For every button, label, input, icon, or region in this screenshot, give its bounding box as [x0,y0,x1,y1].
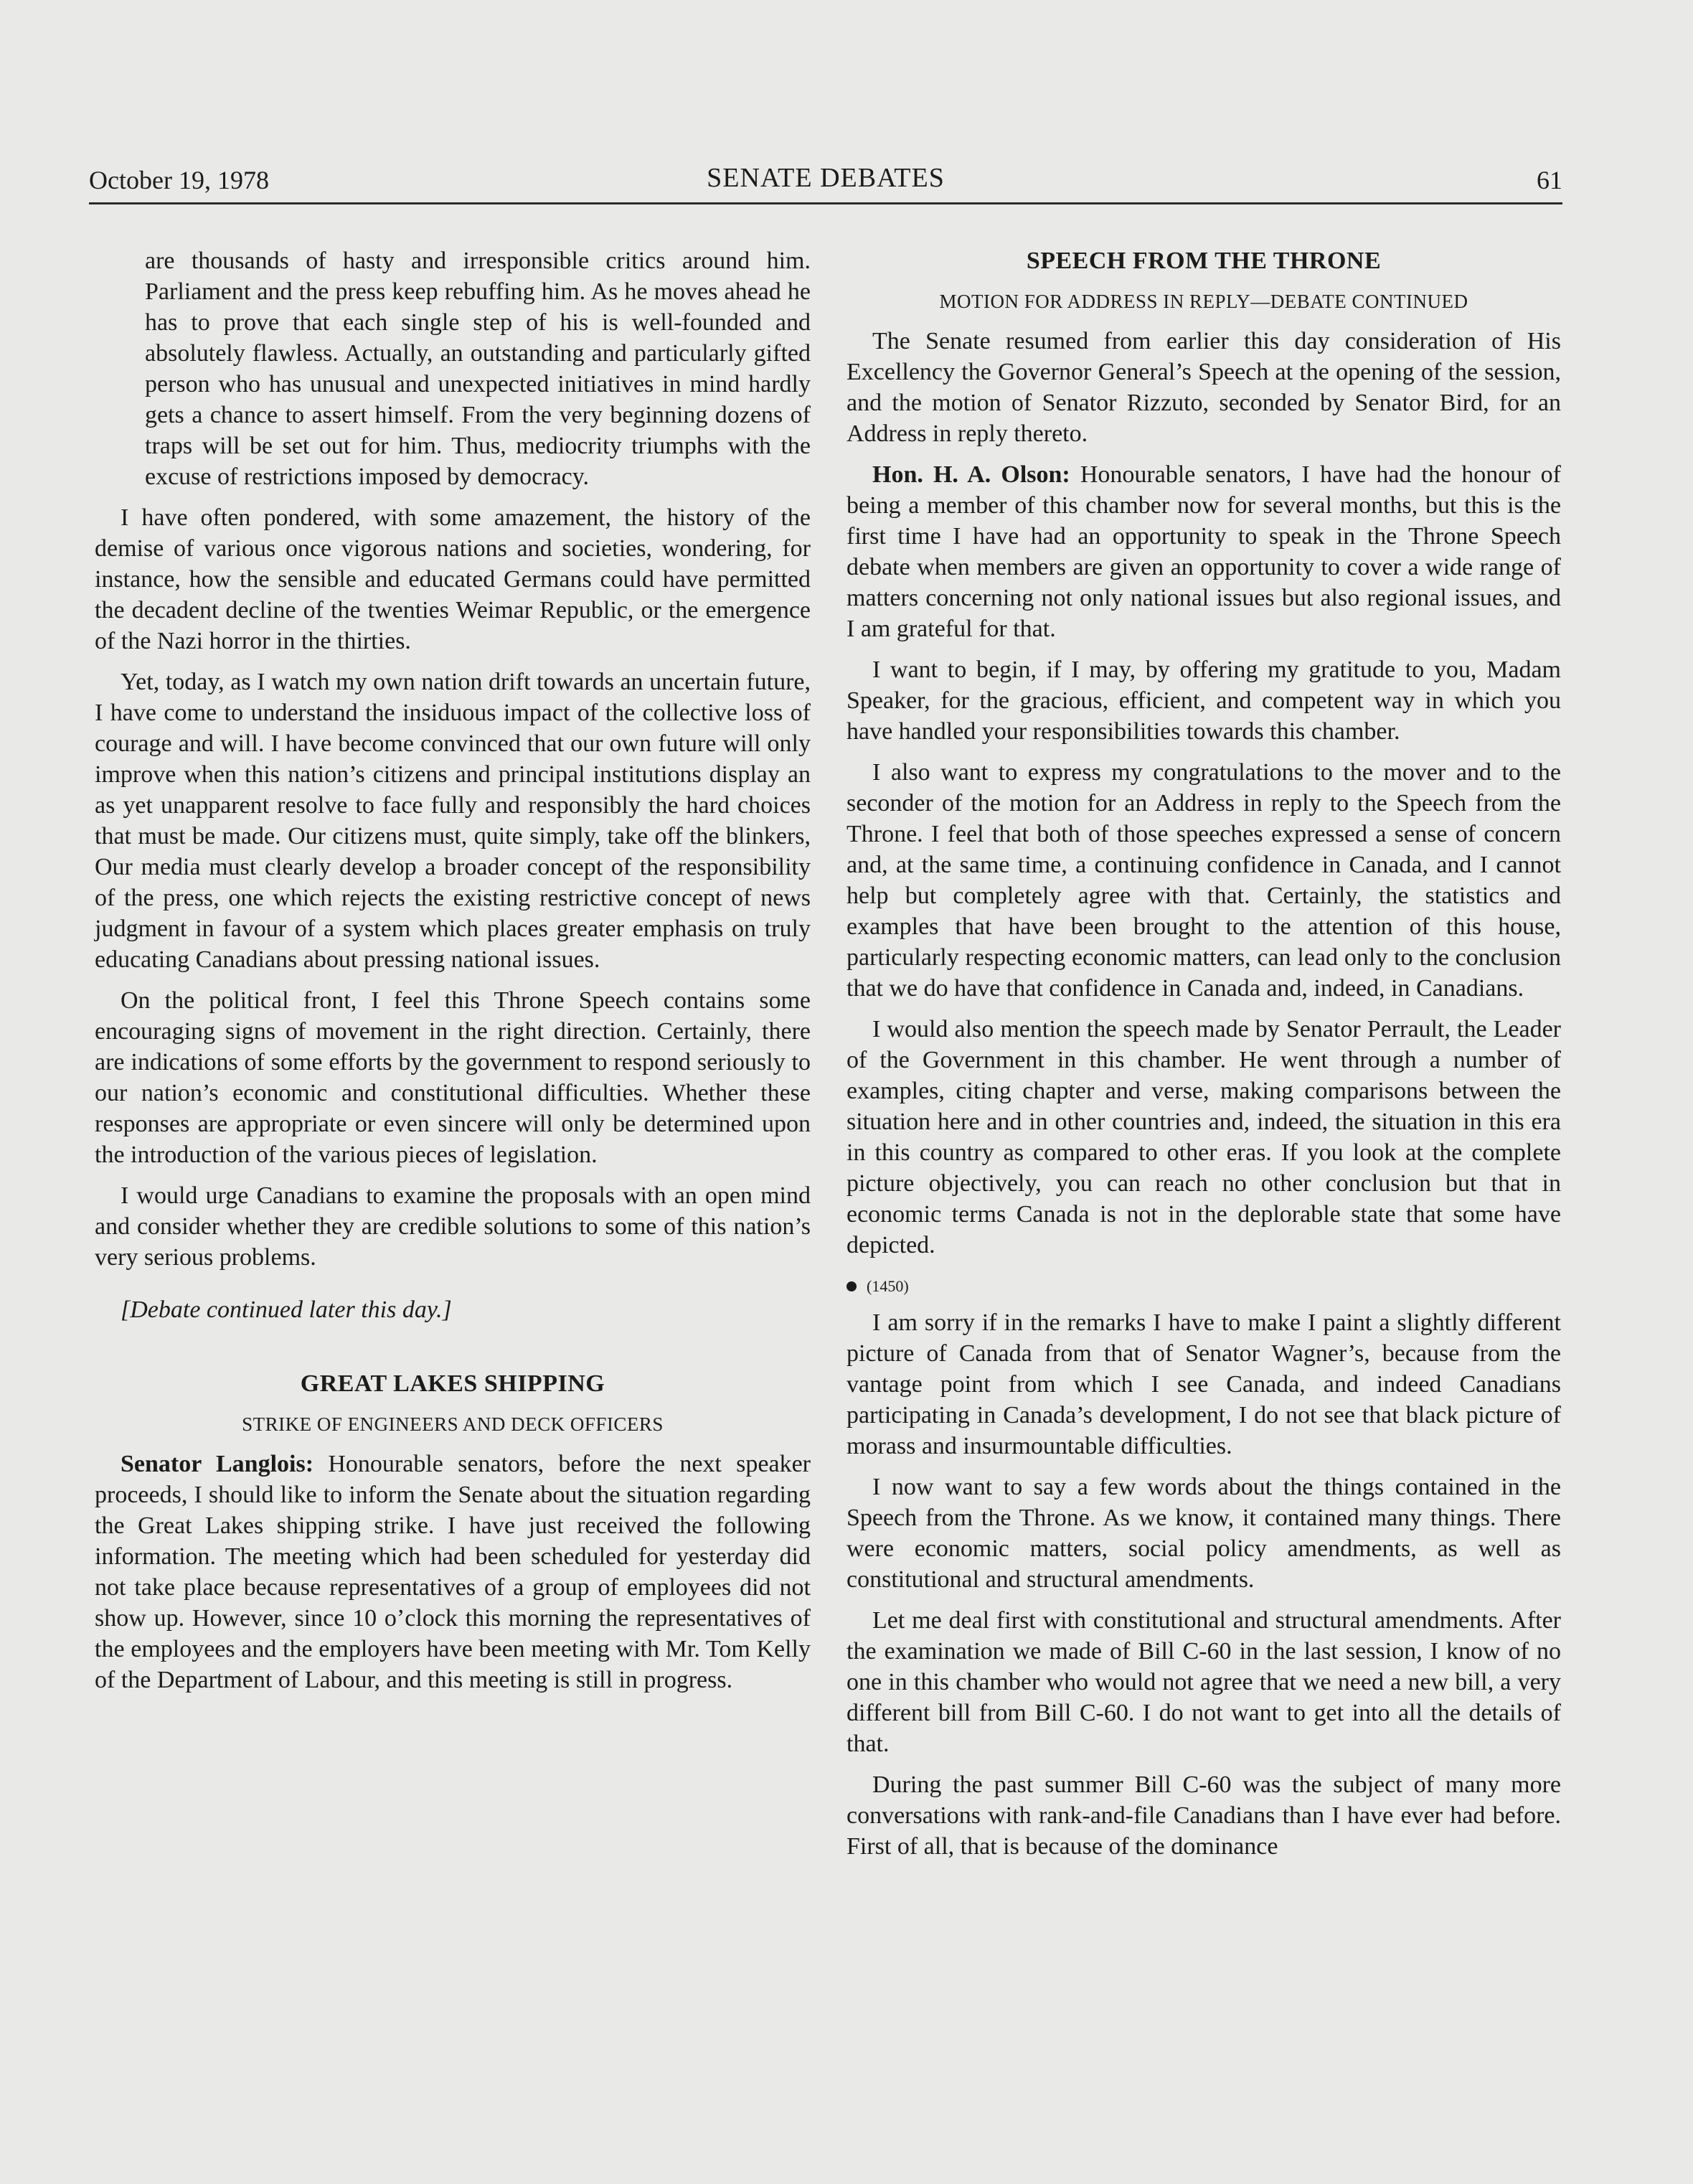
paragraph: Yet, today, as I watch my own nation drift towards an uncertain future, I have come to understand the insiduous impact of the collective loss of courage and will. I have become convinced that our own future will only improve when this nation’s citizens and principal institutions display an as yet unapparent resolve to face fully and responsibly the hard choices that must be made. Our citizens must, quite simply, take off the blinkers, Our media must clearly develop a broader concept of the responsibility of the press, one which rejects the existing restrictive concept of news judgment in favour of a system which places greater emphasis on truly educating Canadians about pressing national issues. [95,669,811,973]
page-header [89,162,1562,204]
paragraph: I have often pondered, with some amazement, the history of the demise of various once vigorous nations and societies, wondering, for instance, how the sensible and educated Germans could have permitted the decadent decline of the twenties Weimar Republic, or the emergence of the Nazi horror in the thirties. [95,504,811,654]
quoted-passage: are thousands of hasty and irresponsible critics around him. Parliament and the press keep rebuffing him. As he moves ahead he has to prove that each single step of his is well-founded and absolutely flawless. Actually, an outstanding and particularly gifted person who has unusual and unexpected initiatives in mind hardly gets a chance to assert himself. From the very beginning dozens of traps will be set out for him. Thus, mediocrity triumphs with the excuse of restrictions imposed by democracy. [145,248,811,490]
paragraph: I would also mention the speech made by Senator Perrault, the Leader of the Government in this chamber. He went through a number of examples, citing chapter and verse, making comparisons between the situation here and in other countries and, indeed, the situation in this era in this country as compared to other eras. If you look at the complete picture objectively, you can reach no other conclusion but that in economic terms Canada is not in the deplorable state that some have depicted. [846,1016,1561,1258]
page-number: 61 [1537,166,1562,194]
section-title: GREAT LAKES SHIPPING [300,1370,605,1397]
speaker-name: Senator Langlois: [121,1451,314,1477]
header-date: October 19, 1978 [89,166,269,194]
bullet-icon [846,1281,857,1291]
paragraph: I am sorry if in the remarks I have to make I paint a slightly different picture of Canada from that of Senator Wagner’s, because from the vantage point from which I see Canada, and indeed Canadians participating in Canada’s development, I do not see that black picture of morass and insurmountable difficulties. [846,1309,1561,1459]
speech-text: Honourable senators, before the next speaker proceeds, I should like to inform the Senate about the situation regarding the Great Lakes shipping strike. I have just received the following information. The meeting which had been scheduled for yesterday did not take place because representatives of a group of employees did not show up. However, since 10 o’clock this morning the representatives of the employees and the employers have been meeting with Mr. Tom Kelly of the Department of Labour, and this meeting is still in progress. [95,1451,811,1693]
paragraph: I now want to say a few words about the things contained in the Speech from the Throne. As we know, it contained many things. There were economic matters, social policy amendments, as well as constitutional and structural amendments. [846,1474,1561,1593]
time-marker: (1450) [846,1271,1561,1302]
speech-paragraph [95,1449,811,1695]
left-column [95,245,811,1705]
section-title: SPEECH FROM THE THRONE [1026,248,1382,274]
speech-text: Honourable senators, I have had the honour of being a member of this chamber now for several months, but this is the first time I have had an opportunity to speak in the Throne Speech debate when members are given an opportunity to cover a wide range of matters concerning not only national issues but also regional issues, and I am grateful for that. [846,461,1561,642]
section-subtitle: MOTION FOR ADDRESS IN REPLY—DEBATE CONTINUED [939,291,1468,312]
paragraph: During the past summer Bill C-60 was the subject of many more conversations with rank-and-file Canadians than I have ever had before. First of all, that is because of the dominance [846,1771,1561,1860]
speaker-name: Hon. H. A. Olson: [872,461,1070,488]
right-column [846,245,1561,1872]
header-title: SENATE DEBATES [707,163,945,193]
debate-note: [Debate continued later this day.] [121,1296,452,1323]
paragraph: I also want to express my congratulations to the mover and to the seconder of the motion for an Address in reply to the Speech from the Throne. I feel that both of those speeches expressed a sense of concern and, at the same time, a continuing confidence in Canada, and I cannot help but completely agree with that. Certainly, the statistics and examples that have been brought to the attention of this house, particularly respecting economic matters, can lead only to the conclusion that we do have that confidence in Canada and, indeed, in Canadians. [846,759,1561,1002]
paragraph: I would urge Canadians to examine the proposals with an open mind and consider whether they are credible solutions to some of this nation’s very serious problems. [95,1182,811,1271]
paragraph: I want to begin, if I may, by offering my gratitude to you, Madam Speaker, for the gracious, efficient, and competent way in which you have handled your responsibilities towards this chamber. [846,656,1561,745]
paragraph: Let me deal first with constitutional and structural amendments. After the examination we made of Bill C-60 in the last session, I know of no one in this chamber who would not agree that we need a new bill, a very different bill from Bill C-60. I do not want to get into all the details of that. [846,1607,1561,1757]
paragraph: The Senate resumed from earlier this day consideration of His Excellency the Governor General’s Speech at the opening of the session, and the motion of Senator Rizzuto, seconded by Senator Bird, for an Address in reply thereto. [846,328,1561,447]
paragraph: On the political front, I feel this Throne Speech contains some encouraging signs of movement in the right direction. Certainly, there are indications of some efforts by the government to respond seriously to our nation’s economic and constitutional difficulties. Whether these responses are appropriate or even sincere will only be determined upon the introduction of the various pieces of legislation. [95,987,811,1168]
speech-paragraph [846,459,1561,644]
section-subtitle: STRIKE OF ENGINEERS AND DECK OFFICERS [242,1413,664,1435]
